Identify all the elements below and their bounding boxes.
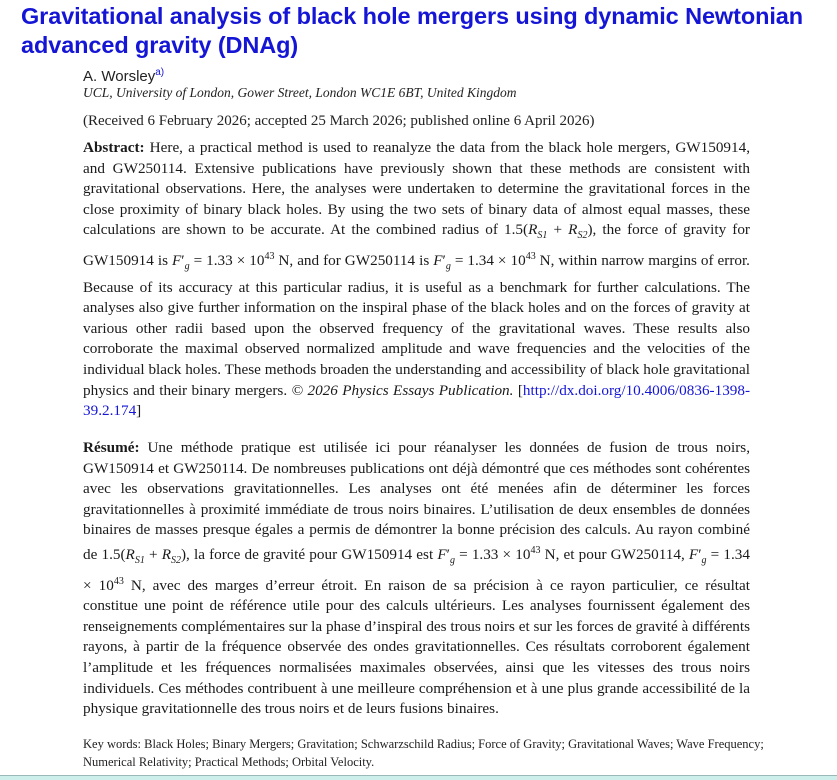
paper-title: Gravitational analysis of black hole mergers using dynamic Newtonian advanced gravity (DNAg) xyxy=(21,3,803,58)
resume-g-subscript: g xyxy=(449,554,455,566)
resume-text-4: N, avec des marges d’erreur étroit. En raison de sa précision à ce rayon particulier, ce résultat constitue une point de référence utile pour des calculs ultérieurs. Les analyses fournissent également des renseignements complémentaires sur la phase d’inspiral des trous noirs et sur les forces de gravité à différents rayons, à partir de la fréquence observée des ondes gravitationnelles. Ces résultats corroborent également l’amplitude et les fréquences normalisées maximales observées, ainsi que les vitesses des trous noirs individuels. Ces méthodes contribuent à une meilleure compréhension et à une plus grande accessibilité de la physique gravitationnelle des trous noirs et de leurs fusions binaires. xyxy=(83,576,750,718)
author-affiliation: UCL, University of London, Gower Street, London WC1E 6BT, United Kingdom xyxy=(83,85,517,100)
resume-plus: + xyxy=(144,545,162,563)
resume-value-2: = 1.34 × 10 xyxy=(83,545,750,594)
resume-r-symbol-2: R xyxy=(161,545,171,563)
abstract-f-symbol-2: F xyxy=(433,251,443,269)
doi-open-bracket: [ xyxy=(517,381,523,399)
abstract-g-subscript: g xyxy=(184,260,190,272)
resume-value-1: = 1.33 × 10 xyxy=(454,545,531,563)
abstract-f-symbol: F xyxy=(171,251,182,269)
copyright-notice: © 2026 Physics Essays Publication. xyxy=(291,381,514,399)
abstract-r-symbol: R xyxy=(528,221,538,239)
author-name: A. Worsley xyxy=(83,68,156,85)
abstract-label: Abstract: xyxy=(83,139,145,156)
resume-exponent-2: 43 xyxy=(113,575,124,587)
abstract-g-subscript-2: g xyxy=(445,260,451,272)
resume-g-subscript-2: g xyxy=(701,554,707,566)
abstract-r-symbol-2: R xyxy=(568,221,578,239)
resume-text-1: Une méthode pratique est utilisée ici pour réanalyser les données de fusion de trous noirs, GW150914 et GW250114. De nombreuses publications ont déjà démontré que ces méthodes sont cohérentes avec les observations gravitationnelles. Les analyses ont été menées afin de déterminer les forces gravitationnelles à proximité immédiate de trous noirs binaires. L’utilisation de deux ensembles de données binaires de masses presque égales a permis de démontrer la bonne précision des calculs. Au rayon combiné de 1.5( xyxy=(83,439,750,563)
abstract-text-3: N, and for GW250114 is xyxy=(274,251,434,269)
abstract-value-2: = 1.34 × 10 xyxy=(450,251,526,269)
resume xyxy=(83,438,750,720)
resume-s1-subscript: S1 xyxy=(134,554,145,566)
author-footnote-marker[interactable]: a) xyxy=(155,67,165,78)
keywords: Key words: Black Holes; Binary Mergers; Gravitation; Schwarzschild Radius; Force of Gravity; Gravitational Waves; Wave Frequency; Numerical Relativity; Practical Methods; Orbital Velocity. xyxy=(83,737,764,769)
resume-text-2: ), la force de gravité pour GW150914 est xyxy=(181,545,438,563)
abstract-plus: + xyxy=(547,221,569,239)
resume-f-symbol: F xyxy=(437,545,447,563)
abstract-text-4: N, within narrow margins of error. Because of its accuracy at this particular radius, it is useful as a benchmark for further calculations. The analyses also give further information on the inspiral phase of the black holes and on the forces of gravity at various other radii based upon the observed frequency of the gravitational waves. These results also corroborate the maximal observed normalized amplitude and wave frequencies and the velocities of the individual black holes. These methods broaden the understanding and accessibility of black hole gravitational physics and their binary mergers. xyxy=(83,251,750,399)
resume-text-3: N, et pour GW250114, xyxy=(540,545,689,563)
publication-dates: (Received 6 February 2026; accepted 25 March 2026; published online 6 April 2026) xyxy=(83,113,595,129)
abstract-s1-subscript: S1 xyxy=(537,230,548,242)
doi-link[interactable]: http://dx.doi.org/10.4006/0836-1398-39.2.174 xyxy=(83,381,751,420)
resume-s2-subscript: S2 xyxy=(171,554,181,566)
resume-prime-2: ′ xyxy=(698,545,702,563)
doi-close-bracket: ] xyxy=(136,402,142,420)
abstract-text-1: Here, a practical method is used to reanalyze the data from the black hole mergers, GW150914, and GW250114. Extensive publications have previously shown that these methods are consistent with gravitational observations. Here, the analyses were undertaken to determine the gravitational forces in the close proximity of binary black holes. By using the two sets of binary data of almost equal masses, these calculations are shown to be accurate. At the combined radius of 1.5( xyxy=(83,139,750,239)
abstract-prime: ′ xyxy=(181,251,185,269)
resume-label: Résumé: xyxy=(83,439,140,456)
abstract-s2-subscript: S2 xyxy=(577,230,588,242)
resume-f-symbol-2: F xyxy=(688,545,699,563)
author-line xyxy=(83,64,164,86)
abstract-exponent-2: 43 xyxy=(525,250,536,262)
abstract-value-1: = 1.33 × 10 xyxy=(189,251,265,269)
bottom-strip xyxy=(0,776,837,780)
abstract-text-2: ), the force of gravity for GW150914 is xyxy=(83,221,750,269)
abstract xyxy=(83,138,750,422)
abstract-prime-2: ′ xyxy=(442,251,446,269)
abstract-exponent-1: 43 xyxy=(264,250,275,262)
resume-prime: ′ xyxy=(446,545,450,563)
resume-exponent-1: 43 xyxy=(530,544,541,556)
resume-r-symbol: R xyxy=(125,545,135,563)
